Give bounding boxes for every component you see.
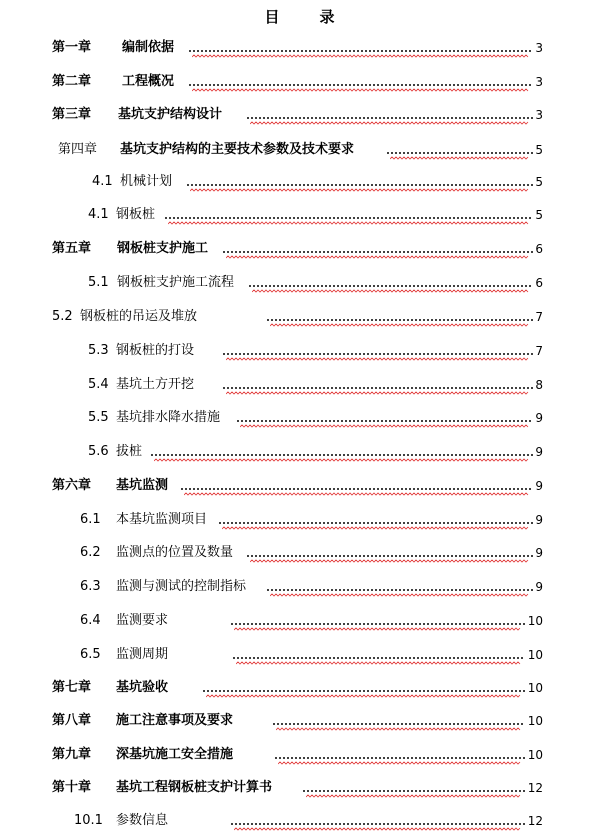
toc-entry-title: 监测与测试的控制指标 bbox=[116, 579, 247, 594]
toc-entry-title: 钢板桩 bbox=[116, 207, 156, 222]
toc-leader-dots bbox=[230, 623, 525, 625]
toc-entry[interactable] bbox=[0, 811, 599, 831]
spellcheck-underline bbox=[192, 88, 529, 92]
spellcheck-underline bbox=[252, 289, 529, 293]
spellcheck-underline bbox=[276, 727, 521, 731]
spellcheck-underline bbox=[390, 156, 529, 160]
toc-entry-number: 6.4 bbox=[80, 613, 101, 628]
toc-title-right: 录 bbox=[319, 8, 335, 26]
toc-leader-dots bbox=[266, 319, 533, 321]
toc-entry[interactable] bbox=[0, 476, 599, 496]
toc-leader-dots bbox=[302, 790, 525, 792]
toc-entry-number: 4.1 bbox=[88, 207, 109, 222]
spellcheck-underline bbox=[226, 255, 529, 259]
toc-page-number: 3 bbox=[535, 75, 543, 89]
toc-entry-number: 5.2 bbox=[52, 309, 73, 324]
toc-entry-title: 编制依据 bbox=[122, 40, 175, 55]
toc-entry-title: 钢板桩支护施工 bbox=[117, 241, 209, 256]
toc-leader-dots bbox=[202, 690, 525, 692]
toc-entry-title: 监测点的位置及数量 bbox=[116, 545, 234, 560]
toc-entry-title: 监测要求 bbox=[116, 613, 169, 628]
toc-page-number: 9 bbox=[535, 479, 543, 493]
toc-entry[interactable] bbox=[0, 172, 599, 192]
toc-entry-title: 基坑排水降水措施 bbox=[116, 410, 221, 425]
spellcheck-underline bbox=[250, 121, 529, 125]
spellcheck-underline bbox=[190, 188, 529, 192]
spellcheck-underline bbox=[278, 761, 521, 765]
toc-page-number: 5 bbox=[535, 143, 543, 157]
toc-entry-number: 第二章 bbox=[52, 74, 92, 89]
toc-leader-dots bbox=[222, 251, 533, 253]
toc-entry[interactable] bbox=[0, 678, 599, 698]
spellcheck-underline bbox=[226, 391, 529, 395]
toc-page-number: 10 bbox=[527, 681, 543, 695]
toc-page-number: 5 bbox=[535, 208, 543, 222]
spellcheck-underline bbox=[240, 424, 529, 428]
spellcheck-underline bbox=[184, 492, 529, 496]
toc-leader-dots bbox=[164, 217, 533, 219]
toc-entry[interactable] bbox=[0, 239, 599, 259]
toc-entry[interactable] bbox=[0, 745, 599, 765]
toc-page-number: 7 bbox=[535, 310, 543, 324]
toc-entry-number: 10.1 bbox=[74, 813, 103, 828]
toc-leader-dots bbox=[180, 488, 533, 490]
toc-leader-dots bbox=[222, 353, 533, 355]
toc-leader-dots bbox=[274, 757, 525, 759]
spellcheck-underline bbox=[234, 827, 521, 831]
toc-entry-number: 5.6 bbox=[88, 444, 109, 459]
toc-page-number: 9 bbox=[535, 445, 543, 459]
toc-entry-title: 钢板桩的吊运及堆放 bbox=[80, 309, 198, 324]
toc-page-number: 9 bbox=[535, 411, 543, 425]
spellcheck-underline bbox=[154, 458, 529, 462]
spellcheck-underline bbox=[222, 526, 529, 530]
toc-leader-dots bbox=[230, 823, 525, 825]
toc-leader-dots bbox=[266, 589, 533, 591]
toc-entry[interactable] bbox=[0, 307, 599, 327]
toc-entry-title: 机械计划 bbox=[120, 174, 173, 189]
toc-page-number: 7 bbox=[535, 344, 543, 358]
toc-entry[interactable] bbox=[0, 577, 599, 597]
toc-entry-title: 基坑验收 bbox=[116, 680, 169, 695]
toc-entry[interactable] bbox=[0, 408, 599, 428]
toc-entry[interactable] bbox=[0, 375, 599, 395]
toc-page-number: 6 bbox=[535, 276, 543, 290]
spellcheck-underline bbox=[234, 627, 521, 631]
toc-entry-title: 基坑监测 bbox=[116, 478, 169, 493]
toc-entry-number: 第四章 bbox=[58, 142, 98, 157]
toc-leader-dots bbox=[236, 420, 533, 422]
toc-entry-number: 6.2 bbox=[80, 545, 101, 560]
toc-title bbox=[0, 6, 599, 27]
toc-leader-dots bbox=[222, 387, 533, 389]
toc-page-number: 9 bbox=[535, 513, 543, 527]
toc-entry[interactable] bbox=[0, 140, 599, 160]
toc-entry[interactable] bbox=[0, 510, 599, 530]
toc-page-number: 12 bbox=[527, 781, 543, 795]
toc-page-number: 9 bbox=[535, 546, 543, 560]
toc-entry[interactable] bbox=[0, 442, 599, 462]
toc-entry-title: 基坑工程钢板桩支护计算书 bbox=[116, 780, 273, 795]
toc-leader-dots bbox=[246, 117, 533, 119]
toc-entry[interactable] bbox=[0, 341, 599, 361]
toc-entry-number: 5.3 bbox=[88, 343, 109, 358]
toc-entry-number: 6.3 bbox=[80, 579, 101, 594]
toc-leader-dots bbox=[232, 657, 525, 659]
toc-page-number: 12 bbox=[527, 814, 543, 828]
toc-entry[interactable] bbox=[0, 38, 599, 58]
toc-entry-number: 5.1 bbox=[88, 275, 109, 290]
spellcheck-underline bbox=[226, 357, 529, 361]
toc-entry-title: 深基坑施工安全措施 bbox=[116, 747, 234, 762]
toc-entry-title: 基坑支护结构的主要技术参数及技术要求 bbox=[120, 142, 355, 157]
toc-entry[interactable] bbox=[0, 543, 599, 563]
toc-page-number: 3 bbox=[535, 41, 543, 55]
toc-page-number: 10 bbox=[527, 748, 543, 762]
toc-page-number: 9 bbox=[535, 580, 543, 594]
toc-leader-dots bbox=[272, 723, 525, 725]
spellcheck-underline bbox=[270, 593, 529, 597]
toc-entry-number: 6.1 bbox=[80, 512, 101, 527]
toc-leader-dots bbox=[186, 184, 533, 186]
toc-entry-number: 第五章 bbox=[52, 241, 92, 256]
toc-entry-number: 第三章 bbox=[52, 107, 92, 122]
toc-page-number: 10 bbox=[527, 648, 543, 662]
toc-entry[interactable] bbox=[0, 611, 599, 631]
toc-entry-title: 钢板桩的打设 bbox=[116, 343, 195, 358]
toc-entry-title: 本基坑监测项目 bbox=[116, 512, 208, 527]
toc-entry-number: 6.5 bbox=[80, 647, 101, 662]
toc-entry-number: 第一章 bbox=[52, 40, 92, 55]
toc-page-number: 10 bbox=[527, 714, 543, 728]
toc-page-number: 10 bbox=[527, 614, 543, 628]
spellcheck-underline bbox=[206, 694, 521, 698]
spellcheck-underline bbox=[192, 54, 529, 58]
toc-entry[interactable] bbox=[0, 711, 599, 731]
toc-entry-title: 拔桩 bbox=[116, 444, 143, 459]
toc-leader-dots bbox=[188, 84, 533, 86]
spellcheck-underline bbox=[236, 661, 521, 665]
toc-leader-dots bbox=[188, 50, 533, 52]
toc-entry-number: 5.4 bbox=[88, 377, 109, 392]
toc-entry-title: 钢板桩支护施工流程 bbox=[117, 275, 235, 290]
toc-page-number: 3 bbox=[535, 108, 543, 122]
toc-entry[interactable] bbox=[0, 273, 599, 293]
toc-entry-number: 第六章 bbox=[52, 478, 92, 493]
toc-entry-title: 施工注意事项及要求 bbox=[116, 713, 234, 728]
toc-entry[interactable] bbox=[0, 72, 599, 92]
toc-entry-number: 第十章 bbox=[52, 780, 92, 795]
toc-entry-number: 4.1 bbox=[92, 174, 113, 189]
toc-entry-title: 参数信息 bbox=[116, 813, 169, 828]
toc-entry-number: 第九章 bbox=[52, 747, 92, 762]
toc-entry-title: 基坑支护结构设计 bbox=[118, 107, 223, 122]
toc-entry[interactable] bbox=[0, 645, 599, 665]
toc-entry-title: 工程概况 bbox=[122, 74, 175, 89]
spellcheck-underline bbox=[270, 323, 529, 327]
toc-page-number: 8 bbox=[535, 378, 543, 392]
spellcheck-underline bbox=[306, 794, 521, 798]
toc-entry-number: 第七章 bbox=[52, 680, 92, 695]
toc-entry[interactable] bbox=[0, 205, 599, 225]
toc-leader-dots bbox=[386, 152, 533, 154]
toc-entry-title: 基坑土方开挖 bbox=[116, 377, 195, 392]
toc-leader-dots bbox=[248, 285, 533, 287]
toc-entry-number: 5.5 bbox=[88, 410, 109, 425]
toc-page-number: 6 bbox=[535, 242, 543, 256]
toc-entry-number: 第八章 bbox=[52, 713, 92, 728]
spellcheck-underline bbox=[168, 221, 529, 225]
toc-leader-dots bbox=[246, 555, 533, 557]
toc-page-number: 5 bbox=[535, 175, 543, 189]
spellcheck-underline bbox=[250, 559, 529, 563]
toc-entry-title: 监测周期 bbox=[116, 647, 169, 662]
toc-leader-dots bbox=[218, 522, 533, 524]
toc-entry[interactable] bbox=[0, 105, 599, 125]
toc-leader-dots bbox=[150, 454, 533, 456]
toc-title-left: 目 bbox=[264, 8, 280, 26]
toc-entry[interactable] bbox=[0, 778, 599, 798]
